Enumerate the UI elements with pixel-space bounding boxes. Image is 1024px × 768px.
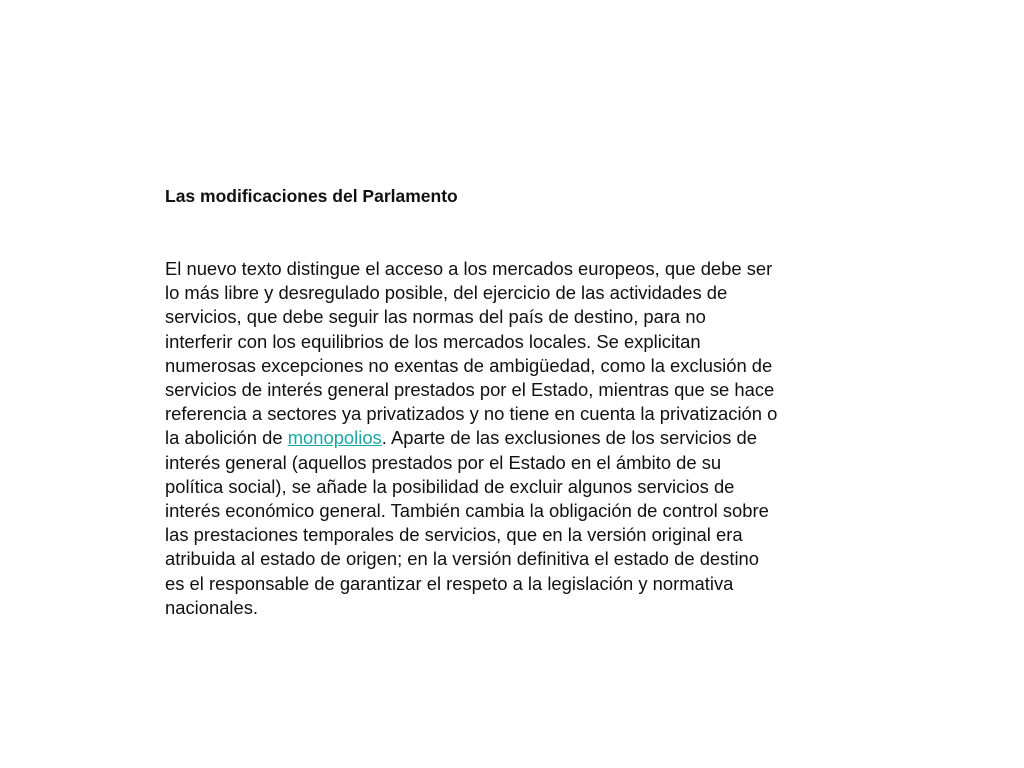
paragraph-line: lo más libre y desregulado posible, del ejercicio de las actividades de <box>165 282 728 304</box>
paragraph-line: es el responsable de garantizar el respeto a la legislación y normativa <box>165 572 734 594</box>
paragraph-line: interés general (aquellos prestados por el Estado en el ámbito de su <box>165 451 722 473</box>
link-preceding-text: la abolición de <box>165 427 288 449</box>
paragraph-line: atribuida al estado de origen; en la versión definitiva el estado de destino <box>165 548 760 570</box>
paragraph-line: servicios de interés general prestados por el Estado, mientras que se hace <box>165 379 775 401</box>
paragraph-line: servicios, que debe seguir las normas del país de destino, para no <box>165 306 706 328</box>
paragraph-line: las prestaciones temporales de servicios, que en la versión original era <box>165 524 743 546</box>
paragraph-line: numerosas excepciones no exentas de ambigüedad, como la exclusión de <box>165 354 773 376</box>
monopolios-link[interactable]: monopolios <box>287 427 382 449</box>
page-title: Las modificaciones del Parlamento <box>165 186 458 206</box>
link-following-text: . Aparte de las exclusiones de los servicios de <box>381 427 757 449</box>
paragraph-line: El nuevo texto distingue el acceso a los mercados europeos, que debe ser <box>165 258 773 279</box>
paragraph-line: interés económico general. También cambia la obligación de control sobre <box>165 500 769 522</box>
paragraph-line: nacionales. <box>165 596 259 618</box>
paragraph-line: política social), se añade la posibilidad de excluir algunos servicios de <box>165 475 735 497</box>
paragraph-line: referencia a sectores ya privatizados y no tiene en cuenta la privatización o <box>165 403 778 425</box>
paragraph-line-with-link <box>165 426 830 450</box>
paragraph-line: interferir con los equilibrios de los mercados locales. Se explicitan <box>165 330 701 352</box>
body-paragraph <box>165 257 830 620</box>
